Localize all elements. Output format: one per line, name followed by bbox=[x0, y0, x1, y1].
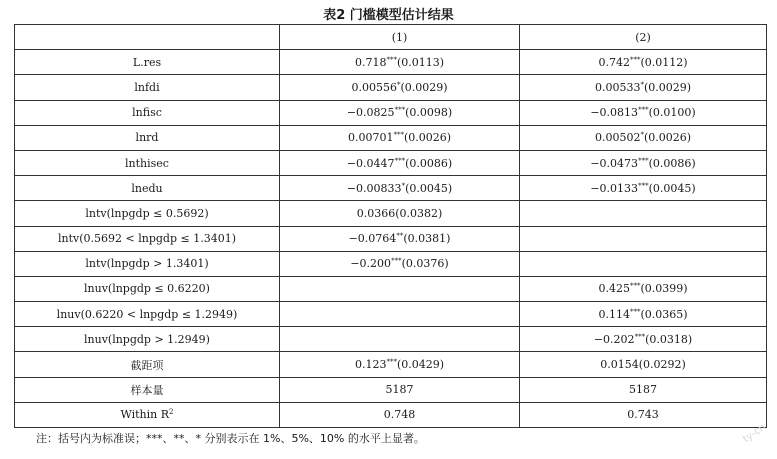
table-row bbox=[15, 176, 767, 201]
standard-error: (0.0086) bbox=[405, 156, 453, 170]
model-1-cell bbox=[280, 50, 520, 75]
row-label-text: lntv(lnpgdp > 1.3401) bbox=[85, 257, 209, 271]
table-row bbox=[15, 402, 767, 427]
standard-error: (0.0045) bbox=[648, 181, 696, 195]
coefficient-value: −0.00833 bbox=[346, 181, 402, 195]
standard-error: (0.0026) bbox=[403, 131, 452, 145]
table-title: 表2 门槛模型估计结果 bbox=[323, 8, 454, 23]
row-label-text: 截距项 bbox=[130, 358, 164, 372]
model-1-cell bbox=[280, 201, 520, 226]
row-label bbox=[15, 251, 280, 276]
row-label-text: lnthisec bbox=[125, 156, 169, 170]
coefficient-value: −0.0133 bbox=[590, 181, 639, 195]
significance-stars: * bbox=[396, 80, 401, 89]
coefficient-value: 0.00533 bbox=[594, 80, 641, 94]
row-label-text: Within R bbox=[120, 408, 170, 422]
row-label-text: 样本量 bbox=[130, 383, 164, 397]
standard-error: (0.0318) bbox=[645, 332, 693, 346]
row-label bbox=[15, 226, 280, 251]
standard-error: (0.0029) bbox=[400, 80, 448, 94]
model-1-cell bbox=[280, 100, 520, 125]
table-row bbox=[15, 226, 767, 251]
row-label-text: lnuv(lnpgdp ≤ 0.6220) bbox=[84, 282, 210, 296]
model-2-cell bbox=[520, 276, 767, 301]
row-label-text: lnuv(lnpgdp > 1.2949) bbox=[84, 332, 210, 346]
coefficient-value: 0.0366 bbox=[356, 206, 396, 220]
standard-error: (0.0292) bbox=[638, 358, 686, 372]
standard-error: (0.0112) bbox=[640, 55, 688, 69]
row-label bbox=[15, 352, 280, 377]
significance-stars: * bbox=[640, 131, 644, 140]
table-row bbox=[15, 75, 767, 100]
significance-stars: * bbox=[640, 80, 644, 89]
model-1-cell bbox=[280, 276, 520, 301]
row-label bbox=[15, 125, 280, 150]
standard-error: (0.0045) bbox=[405, 181, 453, 195]
standard-error: (0.0026) bbox=[643, 131, 692, 145]
significance-stars: *** bbox=[386, 358, 397, 367]
standard-error: (0.0382) bbox=[395, 206, 443, 220]
coefficient-value: 0.743 bbox=[627, 408, 659, 422]
watermark: ty-cn bbox=[741, 421, 768, 446]
coefficient-value: −0.0447 bbox=[346, 156, 395, 170]
significance-stars: *** bbox=[638, 156, 649, 165]
coefficient-value: 0.0154 bbox=[600, 358, 639, 372]
model-2-cell bbox=[520, 327, 767, 352]
model-1-cell bbox=[280, 226, 520, 251]
row-label bbox=[15, 176, 280, 201]
header-cell-model-1: (1) bbox=[280, 25, 520, 50]
coefficient-value: 0.114 bbox=[598, 307, 630, 321]
row-label-text: lntv(lnpgdp ≤ 0.5692) bbox=[85, 206, 209, 220]
model-2-cell bbox=[520, 150, 767, 175]
model-1-cell bbox=[280, 402, 520, 427]
significance-stars: *** bbox=[394, 106, 406, 115]
significance-stars: * bbox=[401, 181, 406, 190]
table-row bbox=[15, 100, 767, 125]
significance-stars: ** bbox=[396, 232, 404, 241]
row-label-text: lntv(0.5692 < lnpgdp ≤ 1.3401) bbox=[58, 232, 236, 246]
header-cell-label bbox=[15, 25, 280, 50]
row-label-text: lnuv(0.6220 < lnpgdp ≤ 1.2949) bbox=[56, 307, 238, 321]
standard-error: (0.0029) bbox=[643, 80, 692, 94]
significance-stars: *** bbox=[629, 307, 641, 316]
table-body bbox=[15, 50, 767, 428]
table-row bbox=[15, 352, 767, 377]
table-row bbox=[15, 302, 767, 327]
row-label-text: lnrd bbox=[135, 131, 159, 145]
coefficient-value: −0.0473 bbox=[590, 156, 639, 170]
coefficient-value: 5187 bbox=[385, 383, 414, 397]
model-2-cell bbox=[520, 176, 767, 201]
model-2-cell bbox=[520, 226, 767, 251]
model-2-cell bbox=[520, 402, 767, 427]
model-1-cell bbox=[280, 125, 520, 150]
model-2-cell bbox=[520, 302, 767, 327]
row-label bbox=[15, 276, 280, 301]
row-label bbox=[15, 50, 280, 75]
coefficient-value: 0.00701 bbox=[347, 131, 394, 145]
significance-stars: *** bbox=[629, 282, 641, 291]
coefficient-value: −0.0813 bbox=[590, 106, 639, 120]
row-label bbox=[15, 327, 280, 352]
significance-stars: *** bbox=[638, 181, 649, 190]
model-1-cell bbox=[280, 251, 520, 276]
standard-error: (0.0113) bbox=[396, 55, 445, 69]
coefficient-value: −0.0825 bbox=[346, 106, 395, 120]
significance-stars: *** bbox=[391, 257, 402, 266]
coefficient-value: 0.00556 bbox=[351, 80, 397, 94]
model-1-cell bbox=[280, 377, 520, 402]
coefficient-value: −0.202 bbox=[593, 332, 635, 346]
table-row bbox=[15, 377, 767, 402]
model-1-cell bbox=[280, 75, 520, 100]
coefficient-value: −0.200 bbox=[350, 257, 392, 271]
header-cell-model-2: (2) bbox=[520, 25, 767, 50]
model-1-cell bbox=[280, 327, 520, 352]
model-2-cell bbox=[520, 100, 767, 125]
regression-table bbox=[14, 24, 767, 428]
row-label-text: lnedu bbox=[131, 181, 163, 195]
standard-error: (0.0376) bbox=[401, 257, 449, 271]
model-2-cell bbox=[520, 50, 767, 75]
coefficient-value: 0.123 bbox=[354, 358, 387, 372]
row-label-text: lnfdi bbox=[134, 80, 160, 94]
model-1-cell bbox=[280, 352, 520, 377]
row-label bbox=[15, 75, 280, 100]
coefficient-value: 0.718 bbox=[354, 55, 387, 69]
model-2-cell bbox=[520, 201, 767, 226]
coefficient-value: 5187 bbox=[629, 383, 657, 397]
standard-error: (0.0399) bbox=[640, 282, 688, 296]
model-1-cell bbox=[280, 150, 520, 175]
row-label bbox=[15, 302, 280, 327]
coefficient-value: 0.00502 bbox=[594, 131, 641, 145]
significance-stars: *** bbox=[638, 106, 649, 115]
row-label bbox=[15, 377, 280, 402]
row-label bbox=[15, 100, 280, 125]
model-1-cell bbox=[280, 176, 520, 201]
model-2-cell bbox=[520, 352, 767, 377]
model-2-cell bbox=[520, 75, 767, 100]
coefficient-value: 0.425 bbox=[598, 282, 630, 296]
significance-stars: *** bbox=[386, 55, 397, 64]
coefficient-value: 0.748 bbox=[383, 408, 416, 422]
table-row bbox=[15, 327, 767, 352]
standard-error: (0.0100) bbox=[648, 106, 696, 120]
standard-error: (0.0381) bbox=[403, 232, 451, 246]
row-label bbox=[15, 402, 280, 427]
row-label bbox=[15, 201, 280, 226]
significance-stars: *** bbox=[629, 55, 641, 64]
row-label-text: L.res bbox=[132, 55, 162, 69]
standard-error: (0.0429) bbox=[396, 358, 445, 372]
significance-stars: *** bbox=[634, 332, 646, 341]
table-row bbox=[15, 125, 767, 150]
model-2-cell bbox=[520, 377, 767, 402]
standard-error: (0.0365) bbox=[640, 307, 688, 321]
table-row bbox=[15, 150, 767, 175]
model-2-cell bbox=[520, 125, 767, 150]
row-label bbox=[15, 150, 280, 175]
table-row bbox=[15, 251, 767, 276]
table-row bbox=[15, 276, 767, 301]
coefficient-value: −0.0764 bbox=[348, 232, 397, 246]
model-2-cell bbox=[520, 251, 767, 276]
standard-error: (0.0086) bbox=[648, 156, 696, 170]
row-label-superscript: 2 bbox=[169, 408, 174, 417]
table-note: 注：括号内为标准误；***、**、* 分别表示在 1%、5%、10% 的水平上显著。 bbox=[36, 432, 425, 445]
model-1-cell bbox=[280, 302, 520, 327]
standard-error: (0.0098) bbox=[405, 106, 453, 120]
table-row bbox=[15, 201, 767, 226]
significance-stars: *** bbox=[394, 156, 406, 165]
row-label-text: lnfisc bbox=[132, 106, 162, 120]
header-row bbox=[15, 25, 767, 50]
table-row bbox=[15, 50, 767, 75]
significance-stars: *** bbox=[393, 131, 404, 140]
coefficient-value: 0.742 bbox=[598, 55, 630, 69]
